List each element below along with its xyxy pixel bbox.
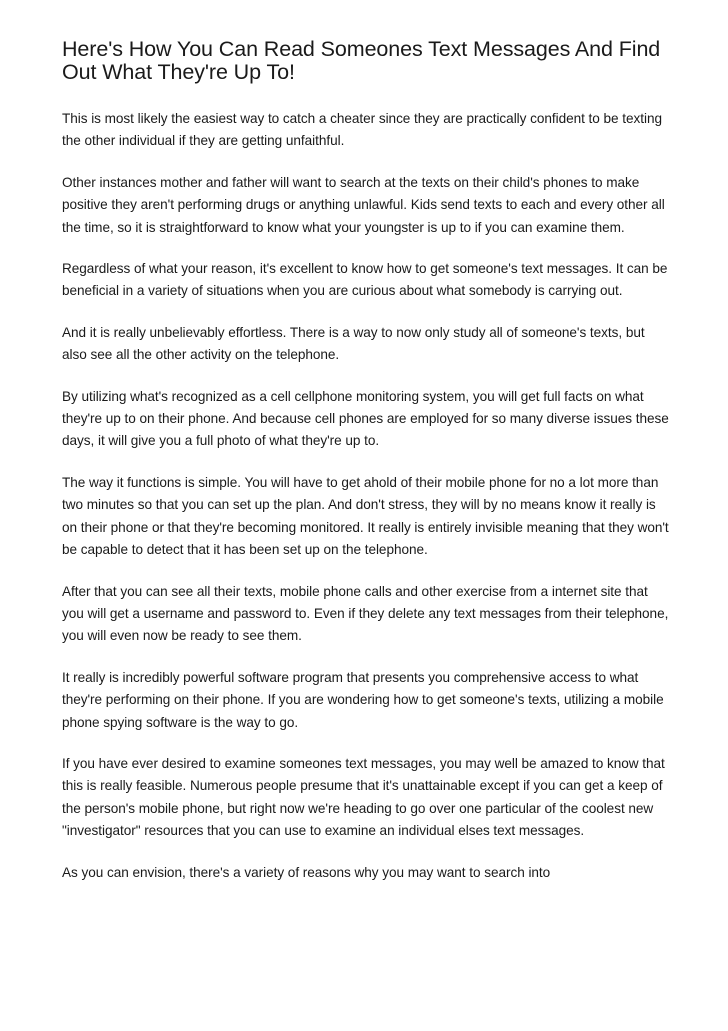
paragraph: This is most likely the easiest way to catch a cheater since they are practically confident to be texting the other individual if they are getting unfaithful.: [62, 111, 662, 149]
paragraph: After that you can see all their texts, mobile phone calls and other exercise from a internet site that you will get a username and password to. Even if they delete any text messages from their telephone, you will even now be ready to see them.: [62, 583, 669, 644]
paragraph: The way it functions is simple. You will have to get ahold of their mobile phone for no a lot more than two minutes so that you can set up the plan. And don't stress, they will by no means know it really is on their phone or that they're becoming monitored. It really is entirely invisible meaning that they won't be capable to detect that it has been set up on the telephone.: [62, 474, 669, 558]
paragraph: Regardless of what your reason, it's excellent to know how to get someone's text messages. It can be beneficial in a variety of situations when you are curious about what somebody is carrying out.: [62, 261, 668, 299]
paragraph: And it is really unbelievably effortless. There is a way to now only study all of someone's texts, but also see all the other activity on the telephone.: [62, 324, 645, 363]
document-page: [62, 38, 672, 903]
paragraph: If you have ever desired to examine someones text messages, you may well be amazed to know that this is really feasible. Numerous people presume that it's unattainable except if you can get a keep of the person's mobile phone, but right now we're heading to go over one particular of the coolest new "investigator" resources that you can use to examine an individual elses text messages.: [62, 755, 665, 839]
paragraph: It really is incredibly powerful software program that presents you comprehensive access to what they're performing on their phone. If you are wondering how to get someone's texts, utilizing a mobile phone spying software is the way to go.: [62, 669, 664, 730]
document-title: Here's How You Can Read Someones Text Messages And Find Out What They're Up To!: [62, 37, 661, 84]
paragraph: As you can envision, there's a variety of reasons why you may want to search into: [62, 864, 551, 880]
paragraph: Other instances mother and father will want to search at the texts on their child's phones to make positive they aren't performing drugs or anything unlawful. Kids send texts to each and every other all the time, so it is straightforward to know what your youngster is up to if you can examine them.: [62, 174, 665, 235]
paragraph: By utilizing what's recognized as a cell cellphone monitoring system, you will get full facts on what they're up to on their phone. And because cell phones are employed for so many diverse issues these days, it will give you a full photo of what they're up to.: [62, 388, 669, 449]
